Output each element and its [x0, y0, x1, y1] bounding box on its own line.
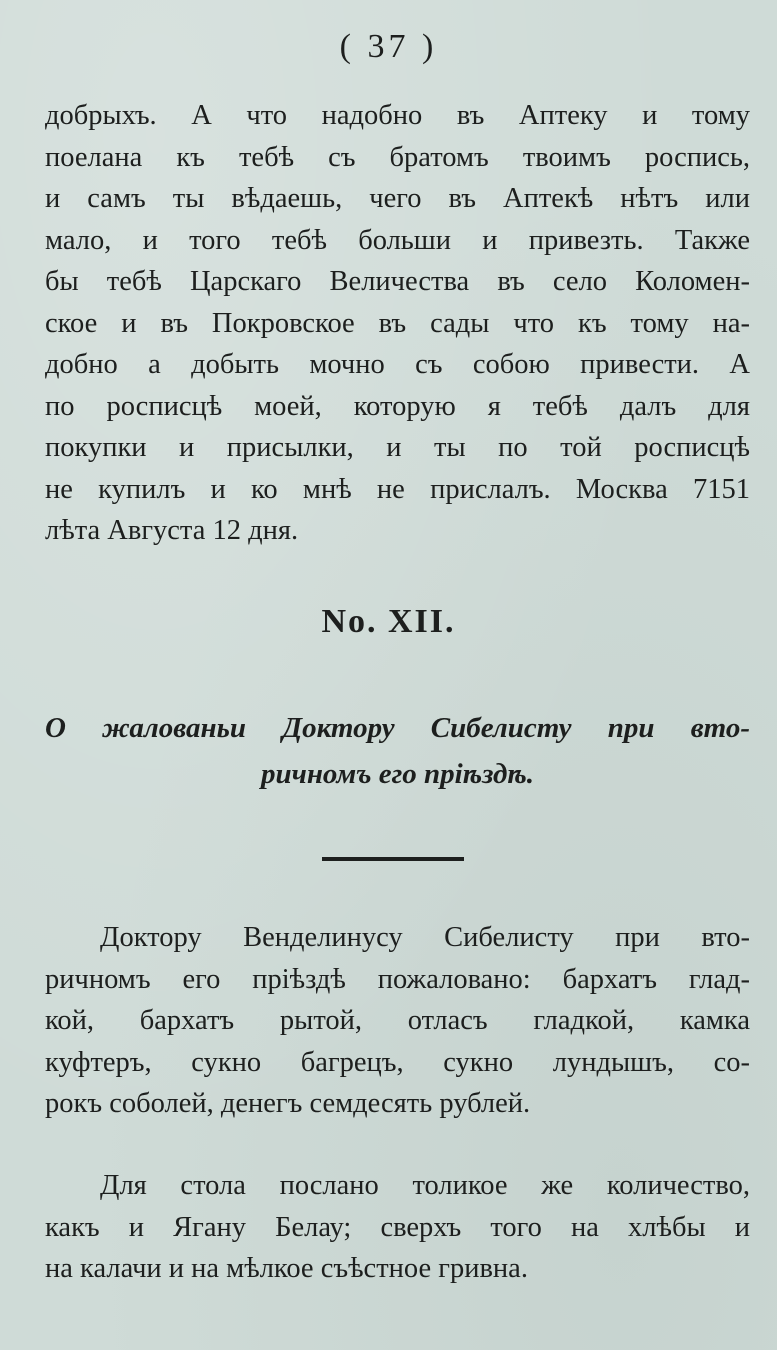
- text-line: добрыхъ. А что надобно въ Аптеку и тому: [45, 100, 750, 131]
- page-number: ( 37 ): [339, 28, 438, 65]
- paragraph-1: [45, 917, 750, 1125]
- text-line: лѣта Августа 12 дня.: [45, 515, 299, 546]
- text-line: добно а добыть мочно съ собою привести. А: [45, 349, 750, 380]
- text-line: на калачи и на мѣлкое съѣстное гривна.: [45, 1253, 528, 1284]
- text-line: рокъ соболей, денегъ семдесять рублей.: [45, 1088, 531, 1119]
- top-paragraph: [45, 95, 750, 552]
- title-line: ричномъ его пріѣздѣ.: [260, 758, 534, 790]
- text-line: и самъ ты вѣдаешь, чего въ Аптекѣ нѣтъ или: [45, 183, 750, 214]
- paragraph-2: [45, 1165, 750, 1290]
- section-title: [45, 705, 750, 797]
- text-line: какъ и Ягану Белау; сверхъ того на хлѣбы и: [45, 1211, 750, 1243]
- text-line: мало, и того тебѣ больши и привезть. Также: [45, 224, 750, 256]
- text-line: покупки и присылки, и ты по той росписцѣ: [45, 432, 750, 463]
- section-number: No. XII.: [321, 603, 456, 640]
- text-line: бы тебѣ Царскаго Величества въ село Коломен-: [45, 266, 750, 297]
- text-line: куфтеръ, сукно багрецъ, сукно лундышъ, со-: [45, 1046, 750, 1078]
- text-line: поелана къ тебѣ съ братомъ твоимъ роспись,: [45, 141, 750, 173]
- title-line: О жалованьи Доктору Сибелисту при вто-: [45, 712, 750, 744]
- text-line: ское и въ Покровское въ сады что къ тому на-: [45, 307, 750, 339]
- text-line: ричномъ его пріѣздѣ пожаловано: бархатъ глад-: [45, 963, 750, 995]
- text-line: кой, бархатъ рытой, отласъ гладкой, камка: [45, 1005, 750, 1036]
- section-divider: [322, 857, 464, 861]
- text-line: по росписцѣ моей, которую я тебѣ далъ для: [45, 390, 750, 422]
- text-line: не купилъ и ко мнѣ не прислалъ. Москва 7151: [45, 473, 750, 505]
- text-line: Доктору Венделинусу Сибелисту при вто-: [100, 922, 750, 953]
- text-line: Для стола послано толикое же количество,: [100, 1170, 750, 1201]
